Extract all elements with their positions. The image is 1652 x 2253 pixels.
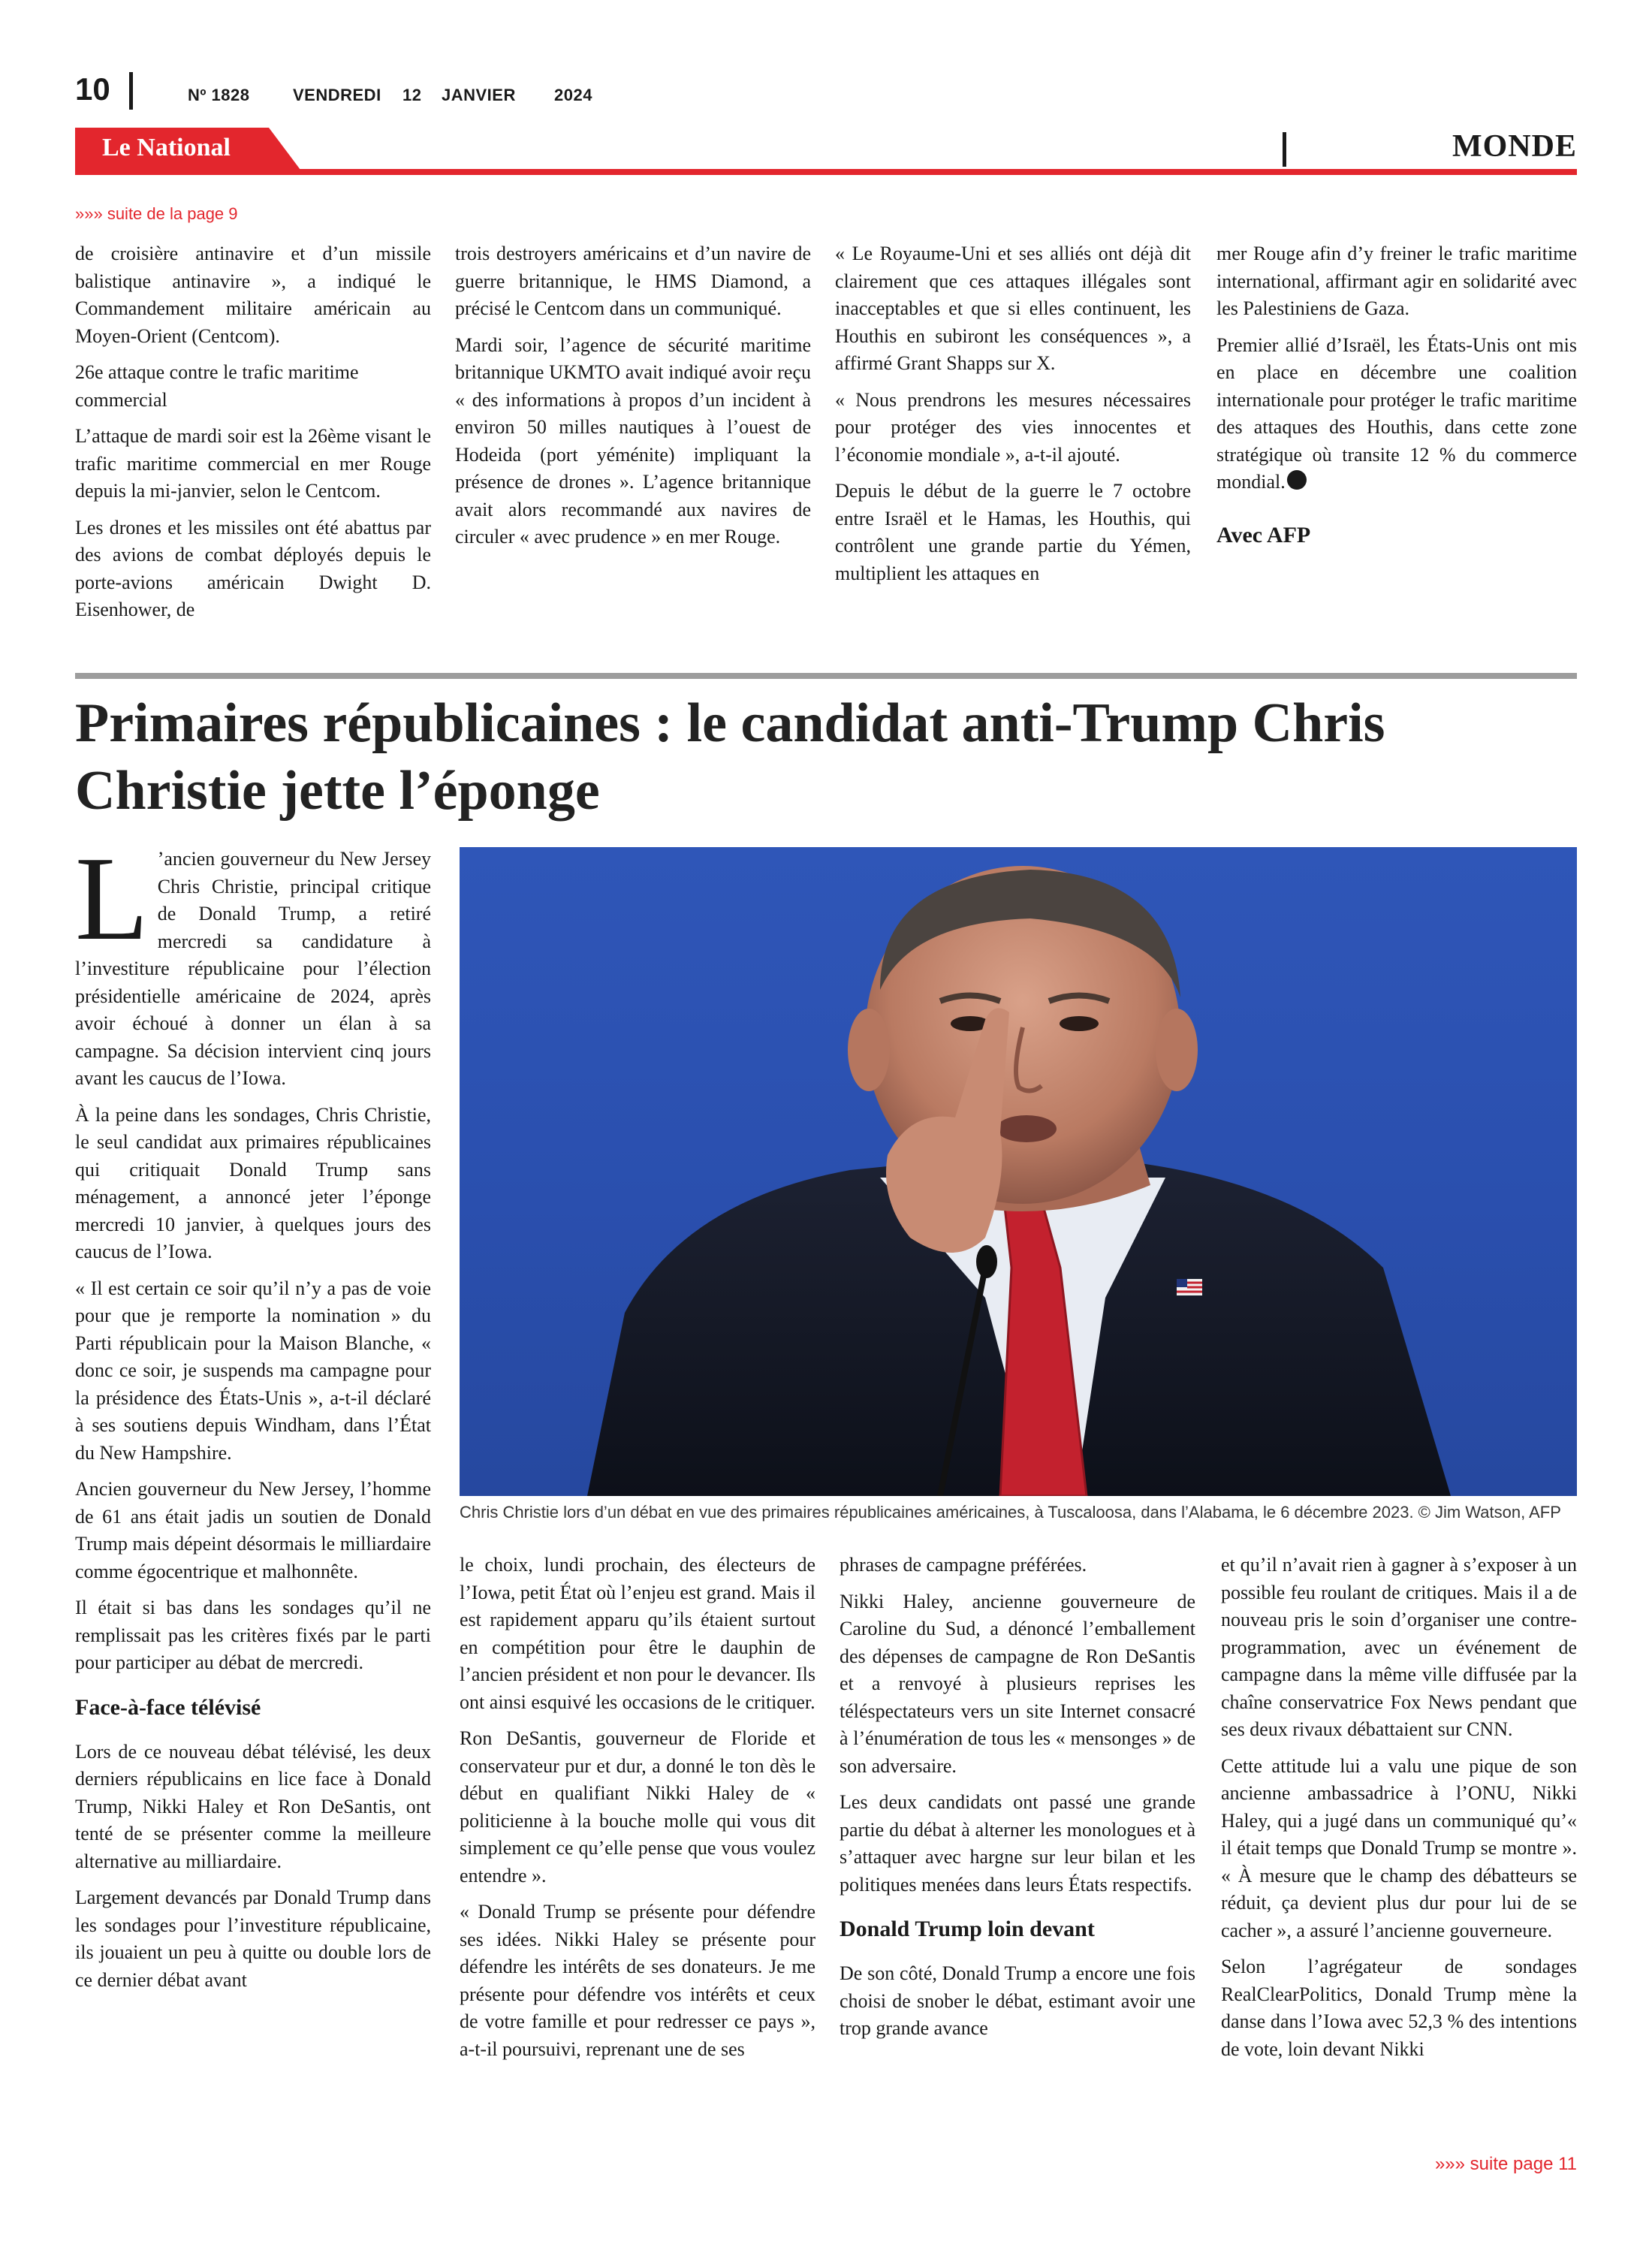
top-article-column-1 <box>75 240 431 633</box>
paragraph <box>1216 332 1577 496</box>
paragraph: Nikki Haley, ancienne gouverneure de Caroline du Sud, a dénoncé l’emballement des dépenses de campagne de Ron DeSantis et a renvoyé à plusieurs reprises les téléspectateurs vers un site Internet consacré à l’énumération de tous les « mensonges » de son adversaire. <box>840 1590 1195 1777</box>
top-article-column-3 <box>835 240 1191 596</box>
lead-paragraph <box>75 831 431 1093</box>
paragraph: De son côté, Donald Trump a encore une fois choisi de snober le débat, estimant avoir une trop grande avance <box>840 1962 1195 2039</box>
photo-caption: Chris Christie lors d’un débat en vue des primaires républicaines américaines, à Tuscaloosa, dans l’Alabama, le 6 décembre 2023. © Jim Watson, AFP <box>460 1503 1561 1522</box>
paragraph: Il était si bas dans les sondages qu’il ne remplissait pas les critères fixés par le parti pour participer au débat de mercredi. <box>75 1597 431 1673</box>
paragraph: 26e attaque contre le trafic maritime commercial <box>75 361 359 411</box>
paragraph: de croisière antinavire et d’un missile balistique antinavire », a indiqué le Commandement militaire américain au Moyen-Orient (Centcom). <box>75 243 431 347</box>
main-article-column-2 <box>460 1552 815 2072</box>
continued-on-link[interactable]: »»» suite page 11 <box>1434 2154 1577 2174</box>
article-credit: Avec AFP <box>1216 522 1311 547</box>
top-article-column-2 <box>455 240 811 560</box>
paragraph: « Le Royaume-Uni et ses alliés ont déjà dit clairement que ces attaques illégales sont inacceptables et que si elles continuent, les Houthis en subiront les conséquences », a affirmé Grant Shapps sur X. <box>835 243 1191 374</box>
paragraph: trois destroyers américains et d’un navire de guerre britannique, le HMS Diamond, a précisé le Centcom dans un communiqué. <box>455 243 811 319</box>
issue-weekday: VENDREDI <box>293 86 381 104</box>
subheading: Donald Trump loin devant <box>840 1917 1095 1941</box>
main-article-column-4 <box>1221 1552 1577 2072</box>
article-separator <box>75 673 1577 679</box>
paragraph: À la peine dans les sondages, Chris Christie, le seul candidat aux primaires républicaines qui critiquait Donald Trump sans ménagement, a annoncé jeter l’éponge mercredi 10 janvier, à quelques jours des caucus de l’Iowa. <box>75 1103 431 1262</box>
main-article-column-1 <box>75 831 431 2003</box>
paragraph: Selon l’agrégateur de sondages RealClearPolitics, Donald Trump mène la danse dans l’Iowa avec 52,3 % des intentions de vote, loin devant Nikki <box>1221 1956 1577 2060</box>
lead-text: ’ancien gouverneur du New Jersey Chris Christie, principal critique de Donald Trump, a retiré mercredi sa candidature à l’investiture républicaine pour l’élection présidentielle américaine de 2024, après avoir échoué à donner un élan à sa campagne. Sa décision intervient cinq jours avant les caucus de l’Iowa. <box>75 848 431 1089</box>
page-number: 10 <box>75 71 110 107</box>
article-photo <box>460 847 1577 1496</box>
issue-number: Nº 1828 <box>188 86 250 104</box>
article-headline: Primaires républicaines : le candidat anti-Trump Chris Christie jette l’éponge <box>75 692 1385 822</box>
paragraph: Les deux candidats ont passé une grande partie du débat à alterner les monologues et à s’attaquer avec hargne sur leur bilan et les politiques menées dans leurs États respectifs. <box>840 1791 1195 1896</box>
page-number-divider <box>129 72 133 110</box>
issue-year: 2024 <box>554 86 592 104</box>
paragraph: Ancien gouverneur du New Jersey, l’homme de 61 ans était jadis un soutien de Donald Trump mais dépeint désormais le milliardaire comme égocentrique et malhonnête. <box>75 1478 431 1582</box>
top-article-column-4 <box>1216 240 1577 549</box>
issue-month: JANVIER <box>442 86 516 104</box>
paragraph: le choix, lundi prochain, des électeurs de l’Iowa, petit État où l’enjeu est grand. Mais il est rapidement apparu qu’ils étaient surtout en compétition pour être le dauphin de l’ancien président et non pour le devancer. Ils ont ainsi esquivé les occasions de le critiquer. <box>460 1554 815 1713</box>
paragraph: Les drones et les missiles ont été abattus par des avions de combat déployés depuis le porte-avions américain Dwight D. Eisenhower, de <box>75 516 431 620</box>
portrait-illustration <box>460 847 1577 1496</box>
paragraph: « Nous prendrons les mesures nécessaires pour protéger des vies innocentes et l’économie mondiale », a-t-il ajouté. <box>835 388 1191 466</box>
article-end-icon <box>1287 470 1307 490</box>
paragraph: Cette attitude lui a valu une pique de son ancienne ambassadrice à l’ONU, Nikki Haley, qui a jugé dans un communiqué qu’« il était temps que Donald Trump se montre ». « À mesure que le champ des débatteurs se réduit, ça devient plus dur pour lui de se cacher », a assuré l’ancienne gouverneure. <box>1221 1754 1577 1941</box>
header-red-rule <box>75 169 1577 175</box>
drop-cap: L <box>75 831 149 965</box>
paragraph: mer Rouge afin d’y freiner le trafic maritime international, affirmant agir en solidarité avec les Palestiniens de Gaza. <box>1216 243 1577 319</box>
paragraph: « Donald Trump se présente pour défendre ses idées. Nikki Haley se présente pour défendre les intérêts de ses donateurs. Je me présente pour défendre vos intérêts et ceux de votre famille et pour redresser ce pays », a-t-il poursuivi, reprenant une de ses <box>460 1901 815 2060</box>
paragraph: « Il est certain ce soir qu’il n’y a pas de voie pour que je remporte la nomination » du Parti républicain pour la Maison Blanche, « donc ce soir, je suspends ma campagne pour la présidence des États-Unis », a-t-il déclaré à ses soutiens depuis Windham, dans l’État du New Hampshire. <box>75 1277 431 1464</box>
paragraph: Largement devancés par Donald Trump dans les sondages pour l’investiture républicaine, ils jouaient un peu à quitte ou double lors de ce dernier débat avant <box>75 1887 431 1991</box>
subheading: Face-à-face télévisé <box>75 1694 261 1720</box>
section-divider <box>1283 132 1286 167</box>
paragraph: Lors de ce nouveau débat télévisé, les deux derniers républicains en lice face à Donald Trump, Nikki Haley et Ron DeSantis, ont tenté de se présenter comme la meilleure alternative au milliardaire. <box>75 1740 431 1872</box>
section-title: MONDE <box>1452 129 1577 164</box>
paragraph: phrases de campagne préférées. <box>840 1554 1087 1576</box>
paragraph-text: Premier allié d’Israël, les États-Unis ont mis en place en décembre une coalition internationale pour protéger le trafic maritime des attaques des Houthis, dans cette zone stratégique où transite 12 % du commerce mondial. <box>1216 333 1577 493</box>
newspaper-brand: Le National <box>102 134 231 161</box>
paragraph: Ron DeSantis, gouverneur de Floride et conservateur pur et dur, a donné le ton dès le début en qualifiant Nikki Haley de « politicienne à la bouche molle qui vous dit simplement ce qu’elle pense que vous voulez entendre ». <box>460 1727 815 1887</box>
paragraph: Mardi soir, l’agence de sécurité maritime britannique UKMTO avait indiqué avoir reçu « des informations à propos d’un incident à environ 50 milles nautiques à l’ouest de Hodeida (port yéménite) impliquant la présence de drones ». L’agence britannique avait alors recommandé aux navires de circuler « avec prudence » en mer Rouge. <box>455 333 811 547</box>
main-article-column-3 <box>840 1552 1195 2052</box>
issue-day: 12 <box>402 86 422 104</box>
continued-from-link[interactable]: »»» suite de la page 9 <box>75 204 238 223</box>
paragraph: et qu’il n’avait rien à gagner à s’exposer à un possible feu roulant de critiques. Mais il a de nouveau pris le soin d’organiser une contre-programmation, avec un événement de campagne dans la même ville diffusée par la chaîne conservatrice Fox News pendant que ses deux rivaux débattaient sur CNN. <box>1221 1554 1577 1740</box>
paragraph: Depuis le début de la guerre le 7 octobre entre Israël et le Hamas, les Houthis, qui contrôlent une grande partie du Yémen, multiplient les attaques en <box>835 480 1191 584</box>
paragraph: L’attaque de mardi soir est la 26ème visant le trafic maritime commercial en mer Rouge depuis la mi-janvier, selon le Centcom. <box>75 425 431 502</box>
